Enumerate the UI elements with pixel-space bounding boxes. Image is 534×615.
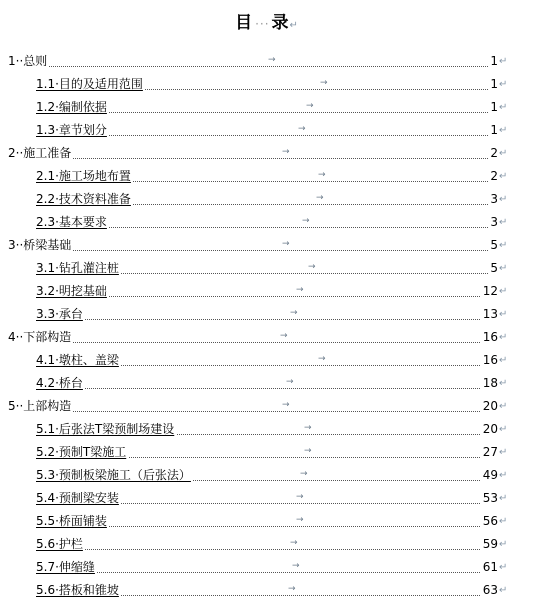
toc-entry-label[interactable]: 5.4·预制梁安装 — [36, 487, 121, 510]
paragraph-mark-icon: ↵ — [499, 424, 508, 435]
toc-page-number[interactable]: 16 — [481, 349, 498, 372]
toc-page-number[interactable]: 18 — [481, 372, 498, 395]
toc-entry-label[interactable]: 3.1·钻孔灌注桩 — [36, 257, 121, 280]
toc-page-number[interactable]: 20 — [481, 395, 498, 418]
tab-mark-icon: → — [288, 584, 296, 594]
toc-entry-label[interactable]: 1.2·编制依据 — [36, 96, 109, 119]
toc-section-entry[interactable] — [0, 257, 534, 280]
toc-entry-label[interactable]: 5.3·预制板梁施工（后张法） — [36, 464, 193, 487]
toc-section-entry[interactable] — [0, 487, 534, 510]
toc-entry-label[interactable]: 2.1·施工场地布置 — [36, 165, 133, 188]
toc-entry-label[interactable]: 2··施工准备 — [8, 142, 73, 165]
dot-leader — [36, 319, 492, 320]
toc-chapter-entry[interactable] — [0, 50, 534, 73]
paragraph-mark-icon: ↵ — [499, 585, 508, 596]
toc-entry-label[interactable]: 5.7·伸缩缝 — [36, 556, 97, 579]
paragraph-mark-icon: ↵ — [499, 355, 508, 366]
toc-entry-label[interactable]: 5.5·桥面铺装 — [36, 510, 109, 533]
toc-entry-label[interactable]: 4.2·桥台 — [36, 372, 85, 395]
toc-list — [0, 50, 534, 602]
paragraph-mark-icon: ↵ — [499, 240, 508, 251]
tab-mark-icon: → — [282, 400, 290, 410]
toc-entry-label[interactable]: 1··总则 — [8, 50, 49, 73]
toc-page-number[interactable]: 27 — [481, 441, 498, 464]
toc-page-number[interactable]: 1 — [488, 119, 498, 142]
toc-page-number[interactable]: 53 — [481, 487, 498, 510]
paragraph-mark-icon: ↵ — [499, 447, 508, 458]
toc-page-number[interactable]: 2 — [488, 165, 498, 188]
tab-mark-icon: → — [304, 423, 312, 433]
toc-section-entry[interactable] — [0, 96, 534, 119]
toc-page-number[interactable]: 5 — [488, 257, 498, 280]
paragraph-mark-icon: ↵ — [499, 263, 508, 274]
toc-chapter-entry[interactable] — [0, 142, 534, 165]
toc-section-entry[interactable] — [0, 441, 534, 464]
toc-page-number[interactable]: 3 — [488, 188, 498, 211]
toc-entry-label[interactable]: 2.3·基本要求 — [36, 211, 109, 234]
toc-chapter-entry[interactable] — [0, 234, 534, 257]
dot-leader — [8, 158, 492, 159]
tab-mark-icon: → — [290, 308, 298, 318]
paragraph-mark-icon: ↵ — [499, 470, 508, 481]
toc-section-entry[interactable] — [0, 556, 534, 579]
paragraph-mark-icon: ↵ — [499, 79, 508, 90]
paragraph-mark-icon: ↵ — [499, 332, 508, 343]
toc-chapter-entry[interactable] — [0, 326, 534, 349]
tab-mark-icon: → — [282, 147, 290, 157]
toc-entry-label[interactable]: 5.1·后张法T梁预制场建设 — [36, 418, 176, 441]
toc-section-entry[interactable] — [0, 533, 534, 556]
toc-section-entry[interactable] — [0, 372, 534, 395]
toc-page-number[interactable]: 3 — [488, 211, 498, 234]
toc-page-number[interactable]: 13 — [481, 303, 498, 326]
paragraph-mark-icon: ↵ — [499, 401, 508, 412]
paragraph-mark-icon: ↵ — [499, 309, 508, 320]
tab-mark-icon: → — [318, 170, 326, 180]
toc-section-entry[interactable] — [0, 510, 534, 533]
paragraph-mark-icon: ↵ — [499, 171, 508, 182]
toc-entry-label[interactable]: 5.2·预制T梁施工 — [36, 441, 128, 464]
paragraph-mark-icon: ↵ — [499, 194, 508, 205]
toc-section-entry[interactable] — [0, 73, 534, 96]
toc-page-number[interactable]: 5 — [488, 234, 498, 257]
dot-leader — [36, 388, 492, 389]
toc-page-number[interactable]: 16 — [481, 326, 498, 349]
paragraph-mark-icon: ↵ — [499, 493, 508, 504]
paragraph-mark-icon: ↵ — [499, 102, 508, 113]
toc-page-number[interactable]: 12 — [481, 280, 498, 303]
toc-entry-label[interactable]: 4··下部构造 — [8, 326, 73, 349]
tab-mark-icon: → — [318, 354, 326, 364]
toc-entry-label[interactable]: 1.3·章节划分 — [36, 119, 109, 142]
paragraph-mark-icon: ↵ — [499, 378, 508, 389]
toc-section-entry[interactable] — [0, 349, 534, 372]
paragraph-mark-icon: ↵ — [499, 516, 508, 527]
toc-section-entry[interactable] — [0, 211, 534, 234]
paragraph-mark-icon: ↵ — [499, 148, 508, 159]
tab-mark-icon: → — [300, 469, 308, 479]
title-char-left: 目 — [235, 13, 254, 33]
toc-entry-label[interactable]: 3··桥梁基础 — [8, 234, 73, 257]
dot-leader — [8, 342, 492, 343]
tab-mark-icon: → — [280, 331, 288, 341]
toc-page-number[interactable]: 1 — [488, 96, 498, 119]
tab-mark-icon: → — [296, 285, 304, 295]
toc-page-number[interactable]: 61 — [481, 556, 498, 579]
toc-chapter-entry[interactable] — [0, 395, 534, 418]
toc-page-number[interactable]: 1 — [488, 50, 498, 73]
toc-entry-label[interactable]: 3.2·明挖基础 — [36, 280, 109, 303]
tab-mark-icon: → — [308, 262, 316, 272]
paragraph-mark-icon: ↵ — [499, 539, 508, 550]
tab-mark-icon: → — [298, 124, 306, 134]
toc-page-number[interactable]: 1 — [488, 73, 498, 96]
tab-mark-icon: → — [302, 216, 310, 226]
tab-mark-icon: → — [286, 377, 294, 387]
toc-section-entry[interactable] — [0, 579, 534, 602]
toc-page-number[interactable]: 49 — [481, 464, 498, 487]
toc-title — [0, 8, 534, 33]
dot-leader — [8, 411, 492, 412]
toc-entry-label[interactable]: 5.6·搭板和锥坡 — [36, 579, 121, 602]
paragraph-mark-icon: ↵ — [499, 286, 508, 297]
title-dots: ··· — [255, 17, 270, 31]
toc-page-number[interactable]: 56 — [481, 510, 498, 533]
tab-mark-icon: → — [292, 561, 300, 571]
tab-mark-icon: → — [268, 55, 276, 65]
toc-entry-label[interactable]: 1.1·目的及适用范围 — [36, 73, 145, 96]
paragraph-mark-icon: ↵ — [499, 56, 508, 67]
title-char-right: 录 — [271, 13, 290, 33]
toc-page-number[interactable]: 20 — [481, 418, 498, 441]
toc-section-entry[interactable] — [0, 303, 534, 326]
paragraph-mark-icon: ↵ — [499, 562, 508, 573]
tab-mark-icon: → — [316, 193, 324, 203]
toc-section-entry[interactable] — [0, 280, 534, 303]
toc-entry-label[interactable]: 2.2·技术资料准备 — [36, 188, 133, 211]
tab-mark-icon: → — [296, 492, 304, 502]
tab-mark-icon: → — [306, 101, 314, 111]
dot-leader — [36, 572, 492, 573]
toc-section-entry[interactable] — [0, 119, 534, 142]
dot-leader — [8, 66, 492, 67]
paragraph-mark-icon: ↵ — [499, 217, 508, 228]
paragraph-mark-icon: ↵ — [289, 20, 299, 31]
toc-entry-label[interactable]: 3.3·承台 — [36, 303, 85, 326]
toc-page-number[interactable]: 59 — [481, 533, 498, 556]
toc-section-entry[interactable] — [0, 418, 534, 441]
toc-section-entry[interactable] — [0, 188, 534, 211]
toc-entry-label[interactable]: 5··上部构造 — [8, 395, 73, 418]
toc-section-entry[interactable] — [0, 165, 534, 188]
dot-leader — [36, 549, 492, 550]
tab-mark-icon: → — [304, 446, 312, 456]
tab-mark-icon: → — [320, 78, 328, 88]
tab-mark-icon: → — [290, 538, 298, 548]
toc-entry-label[interactable]: 4.1·墩柱、盖梁 — [36, 349, 121, 372]
toc-entry-label[interactable]: 5.6·护栏 — [36, 533, 85, 556]
toc-page-number[interactable]: 2 — [488, 142, 498, 165]
toc-section-entry[interactable] — [0, 464, 534, 487]
paragraph-mark-icon: ↵ — [499, 125, 508, 136]
tab-mark-icon: → — [282, 239, 290, 249]
toc-page-number[interactable]: 63 — [481, 579, 498, 602]
tab-mark-icon: → — [296, 515, 304, 525]
dot-leader — [8, 250, 492, 251]
